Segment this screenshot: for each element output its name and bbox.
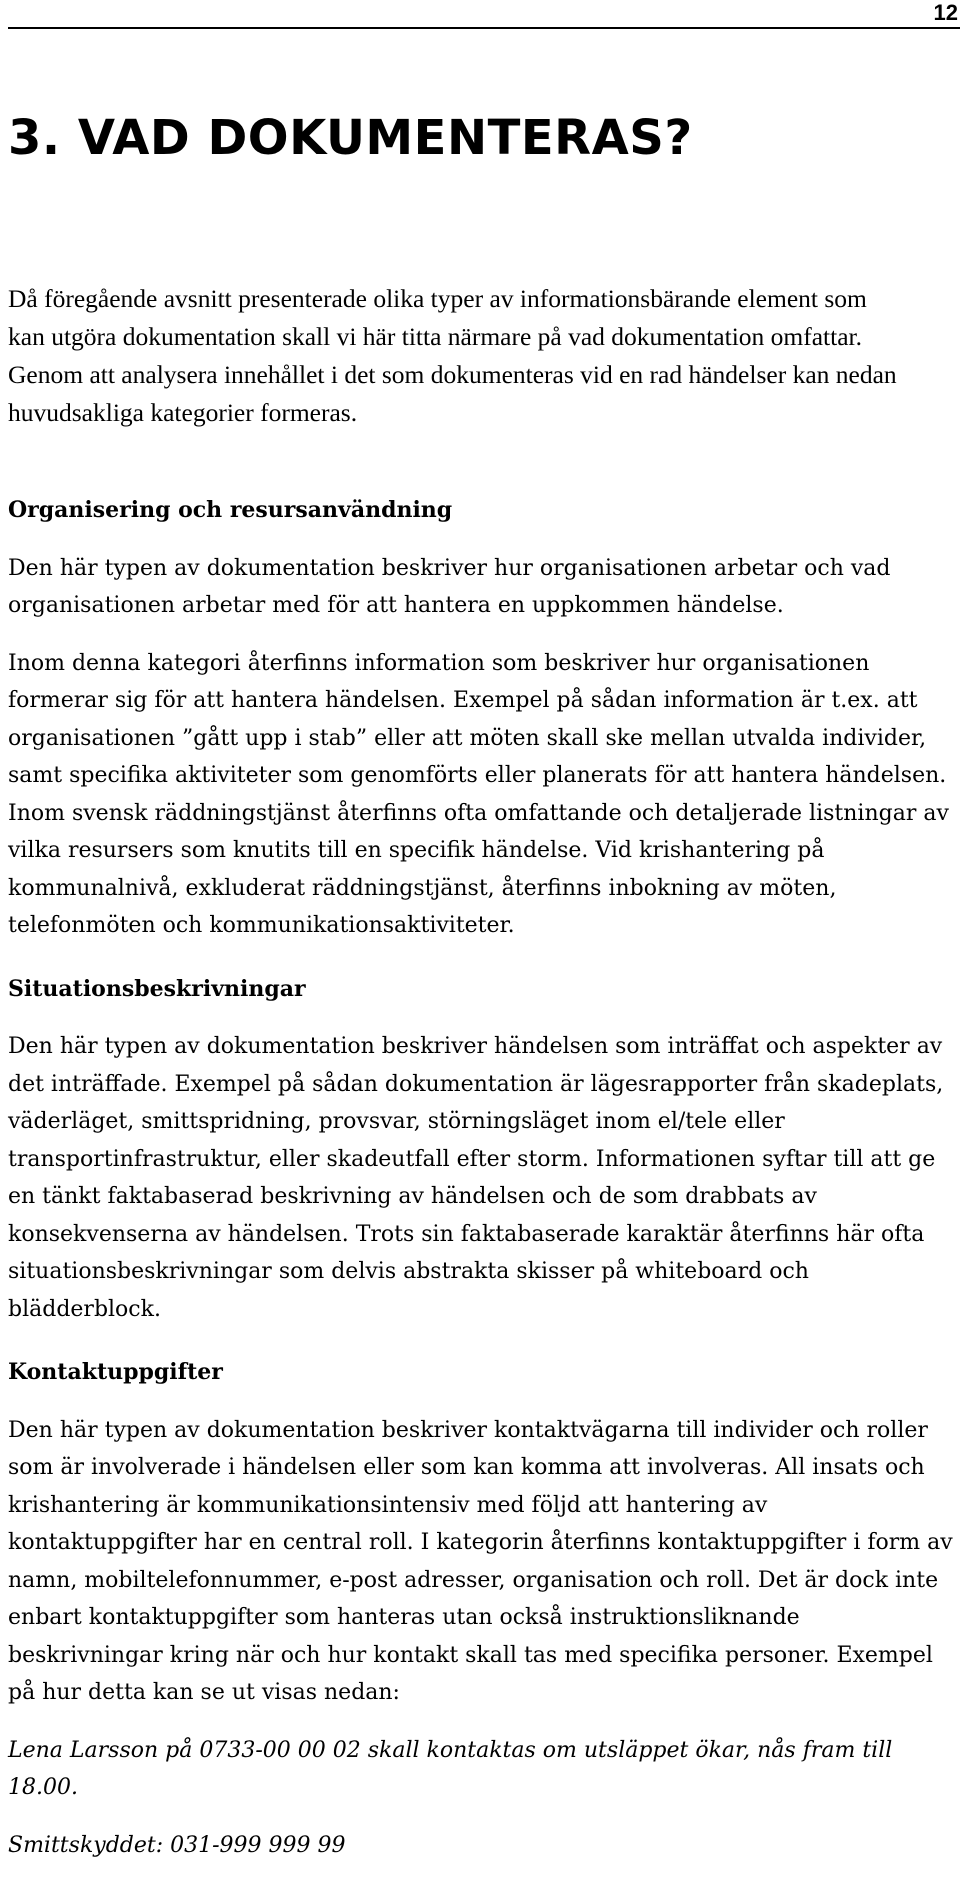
section-heading: Situationsbeskrivningar: [8, 975, 306, 1002]
contact-example: Smittskyddet: 031-999 999 99: [8, 1832, 346, 1858]
section-heading: Organisering och resursanvändning: [8, 497, 453, 523]
section-kontaktuppgifter: [8, 1354, 954, 1864]
header-rule: [8, 27, 960, 29]
page-number: 12: [933, 0, 958, 25]
paragraph: Inom denna kategori återfinns information som beskriver hur organisationen formerar sig för att hantera händelsen. Exempel på sådan information är t.ex. att organisationen ”gått upp i stab” eller att möten skall ske mellan utvalda individer, samt specifika aktiviteter som genomförts eller planerats för att hantera händelsen. Inom svensk räddningstjänst återfinns ofta omfattande och detaljerade listningar av vilka resursers som knutits till en specifik händelse. Vid krishantering på kommunalnivå, exkluderat räddningstjänst, återfinns inbokning av möten, telefonmöten och kommunikationsaktiviteter.: [8, 650, 949, 938]
contact-example: Lena Larsson på 0733-00 00 02 skall kontaktas om utsläppet ökar, nås fram till 18.00.: [8, 1737, 893, 1800]
paragraph: Den här typen av dokumentation beskriver hur organisationen arbetar och vad organisationen arbetar med för att hantera en uppkommen händelse.: [8, 555, 891, 618]
chapter-title: 3. VAD DOKUMENTERAS?: [8, 110, 693, 166]
paragraph: Den här typen av dokumentation beskriver kontaktvägarna till individer och roller som är involverade i händelsen eller som kan komma att involveras. All insats och krishantering är kommunikationsintensiv med följd att hantering av kontaktuppgifter har en central roll. I kategorin återfinns kontaktuppgifter i form av namn, mobiltelefonnummer, e-post adresser, organisation och roll. Det är dock inte enbart kontaktuppgifter som hanteras utan också instruktionsliknande beskrivningar kring när och hur kontakt skall tas med specifika personer. Exempel på hur detta kan se ut visas nedan:: [8, 1417, 953, 1705]
document-body: [8, 492, 954, 1884]
intro-paragraph: Då föregående avsnitt presenterade olika typer av informationsbärande element som kan utgöra dokumentation skall vi här titta närmare på vad dokumentation omfattar. Genom att analysera innehållet i det som dokumenteras vid en rad händelser kan nedan huvudsakliga kategorier formeras.: [8, 284, 897, 427]
section-heading: Kontaktuppgifter: [8, 1359, 223, 1385]
section-organisering: [8, 492, 954, 945]
paragraph: Den här typen av dokumentation beskriver händelsen som inträffat och aspekter av det inträffade. Exempel på sådan dokumentation är lägesrapporter från skadeplats, väderläget, smittspridning, provsvar, störningsläget inom el/tele eller transportinfrastruktur, eller skadeutfall efter storm. Informationen syftar till att ge en tänkt faktabaserad beskrivning av händelsen och de som drabbats av konsekvenserna av händelsen. Trots sin faktabaserade karaktär återfinns här ofta situationsbeskrivningar som delvis abstrakta skisser på whiteboard och blädderblock.: [8, 1034, 944, 1322]
section-situationsbeskrivningar: [8, 971, 954, 1329]
